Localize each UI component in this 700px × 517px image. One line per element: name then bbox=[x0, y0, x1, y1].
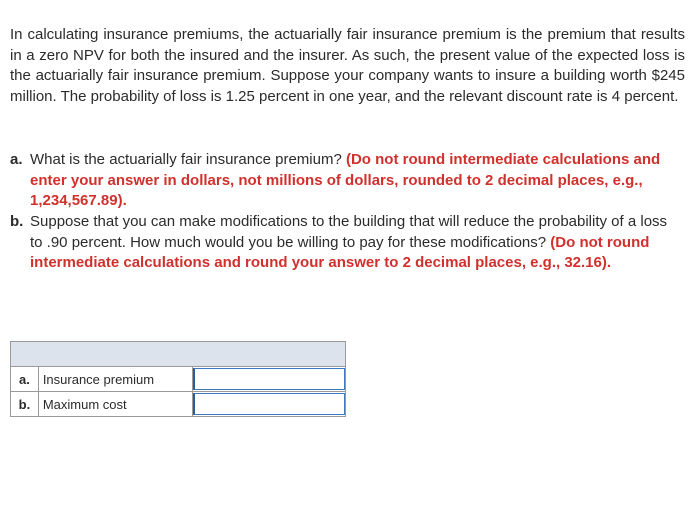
answer-row-letter: a. bbox=[11, 367, 39, 392]
answer-row-max-cost bbox=[11, 392, 346, 417]
insurance-premium-input[interactable] bbox=[193, 368, 345, 390]
answer-row-premium bbox=[11, 367, 346, 392]
question-a-instruction: (Do not round intermediate calculations and enter your answer in dollars, not millions of dollars, rounded to 2 decimal places, e.g., 1,234,567.89). bbox=[30, 151, 661, 210]
answer-row-label: Insurance premium bbox=[38, 367, 192, 392]
question-b bbox=[10, 212, 680, 274]
maximum-cost-input[interactable] bbox=[193, 393, 345, 415]
answer-input-cell bbox=[192, 392, 345, 417]
answer-table bbox=[10, 341, 346, 417]
answer-input-cell bbox=[192, 367, 345, 392]
question-b-instruction: (Do not round intermediate calculations and round your answer to 2 decimal places, e.g., 32.16). bbox=[30, 233, 650, 272]
question-a bbox=[10, 150, 680, 212]
question-a-prompt: What is the actuarially fair insurance premium? bbox=[30, 151, 346, 168]
question-b-prompt: Suppose that you can make modifications to the building that will reduce the probability of a loss to .90 percent. How much would you be willing to pay for these modifications? bbox=[30, 213, 668, 251]
question-a-text bbox=[30, 150, 680, 212]
problem-intro: In calculating insurance premiums, the actuarially fair insurance premium is the premium that results in a zero NPV for both the insured and the insurer. As such, the present value of the expected loss is the actuarially fair insurance premium. Suppose your company wants to insure a building worth $245 million. The probability of loss is 1.25 percent in one year, and the relevant discount rate is 4 percent. bbox=[10, 26, 685, 105]
question-b-text bbox=[30, 212, 680, 274]
answer-row-label: Maximum cost bbox=[38, 392, 192, 417]
answer-table-header-cell bbox=[11, 342, 346, 367]
answer-row-letter: b. bbox=[11, 392, 39, 417]
answer-table-header bbox=[11, 342, 346, 367]
question-a-letter: a. bbox=[10, 151, 23, 168]
question-b-letter: b. bbox=[10, 213, 24, 230]
